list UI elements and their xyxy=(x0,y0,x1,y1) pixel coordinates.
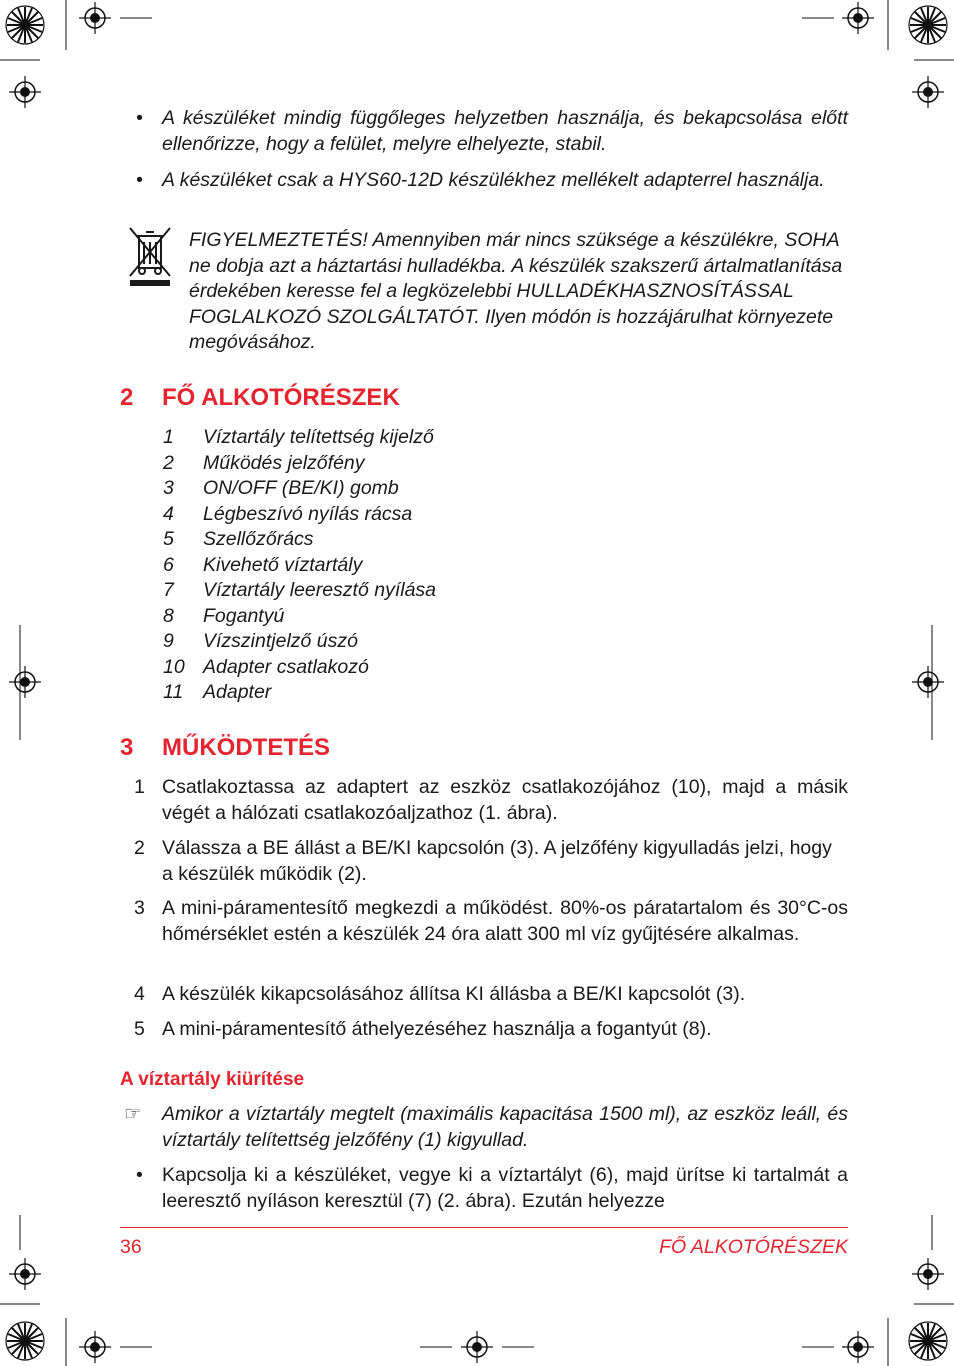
section-heading xyxy=(120,383,400,413)
bullet-text: Kapcsolja ki a készüléket, vegye ki a víztartályt (6), majd ürítse ki tartalmát a leeresztő nyíláson keresztül (7) (2. ábra). Ezután helyezze xyxy=(162,1164,848,1212)
bullet-symbol: • xyxy=(136,169,143,191)
bullet-text: A készüléket csak a HYS60-12D készülékhez mellékelt adapterrel használja. xyxy=(162,169,825,191)
list-item xyxy=(163,502,436,528)
bullet-symbol: • xyxy=(136,107,143,129)
part-label: ON/OFF (BE/KI) gomb xyxy=(203,477,399,499)
section-title: FŐ ALKOTÓRÉSZEK xyxy=(162,384,400,411)
part-number: 11 xyxy=(163,681,184,703)
step-text: Válassza a BE állást a BE/KI kapcsolón (3). A jelzőfény kigyulladás jelzi, hogy a készülék működik (2). xyxy=(162,837,832,885)
list-item xyxy=(163,451,436,477)
running-title: FŐ ALKOTÓRÉSZEK xyxy=(659,1236,848,1258)
star-target-top-right xyxy=(909,6,947,44)
note-item xyxy=(120,1102,848,1153)
section-heading xyxy=(120,733,330,763)
list-item xyxy=(163,553,436,579)
bullet-text: A készüléket mindig függőleges helyzetben használja, és bekapcsolása előtt ellenőrizze, hogy a felület, melyre elhelyezte, stabil. xyxy=(162,107,848,155)
crossed-out-wheelie-bin-icon xyxy=(128,226,172,293)
part-number: 8 xyxy=(163,604,174,627)
warning-text: FIGYELMEZTETÉS! Amennyiben már nincs szüksége a készülékre, SOHA ne dobja azt a háztartási hulladékba. A készülék szakszerű ártalmatlanítása érdekében keresse fel a legközelebbi HULLADÉKHASZNOSÍTÁSSAL FOGLALKOZÓ SZOLGÁLTATÓT. Ilyen módón is hozzájárulhat környezete megóvásához. xyxy=(189,229,843,353)
part-label: Működés jelzőfény xyxy=(203,451,365,474)
part-number: 9 xyxy=(163,630,174,652)
step-number: 3 xyxy=(134,897,145,919)
part-number: 10 xyxy=(163,655,185,678)
part-number: 5 xyxy=(163,528,174,550)
section-title: MŰKÖDTETÉS xyxy=(162,734,330,761)
part-label: Légbeszívó nyílás rácsa xyxy=(203,502,413,525)
part-label: Adapter xyxy=(203,681,272,703)
star-target-bottom-left xyxy=(6,1322,44,1360)
section-number: 2 xyxy=(120,384,134,411)
part-label: Fogantyú xyxy=(203,604,285,627)
list-item xyxy=(163,604,436,630)
part-label: Adapter csatlakozó xyxy=(203,655,369,678)
list-item xyxy=(120,775,848,826)
list-item xyxy=(120,106,848,157)
part-number: 2 xyxy=(163,451,174,474)
list-item xyxy=(163,425,436,451)
part-number: 7 xyxy=(163,579,174,601)
step-number: 5 xyxy=(134,1018,145,1040)
list-item xyxy=(120,982,848,1008)
bullet-symbol: • xyxy=(136,1164,143,1186)
list-item xyxy=(163,655,436,681)
step-text: A készülék kikapcsolásához állítsa KI állásba a BE/KI kapcsolót (3). xyxy=(162,983,746,1005)
pointing-hand-icon: ☞ xyxy=(124,1103,142,1125)
list-item xyxy=(163,476,436,502)
list-item xyxy=(163,578,436,604)
part-label: Víztartály telítettség kijelző xyxy=(203,426,434,448)
page-number: 36 xyxy=(120,1236,142,1258)
star-target-top-left xyxy=(6,6,44,44)
parts-list xyxy=(163,425,436,706)
note-text: Amikor a víztartály megtelt (maximális kapacitása 1500 ml), az eszköz leáll, és víztartály telítettség jelzőfény (1) kigyullad. xyxy=(162,1103,848,1151)
part-label: Szellőzőrács xyxy=(203,528,314,550)
part-number: 6 xyxy=(163,553,174,576)
part-number: 3 xyxy=(163,477,174,499)
list-item xyxy=(120,168,848,194)
list-item xyxy=(120,1163,848,1214)
step-number: 2 xyxy=(134,837,145,859)
list-item xyxy=(120,1017,848,1043)
step-number: 4 xyxy=(134,983,145,1005)
step-text: A mini-páramentesítő megkezdi a működést. 80%-os páratartalom és 30°C-os hőmérséklet estén a készülék 24 óra alatt 300 ml víz gyűjtésére alkalmas. xyxy=(162,897,848,945)
step-text: Csatlakoztassa az adaptert az eszköz csatlakozójához (10), majd a másik végét a hálózati csatlakozóaljzathoz (1. ábra). xyxy=(162,776,848,824)
part-label: Vízszintjelző úszó xyxy=(203,630,358,652)
part-label: Kivehető víztartály xyxy=(203,553,363,576)
list-item xyxy=(120,896,848,947)
list-item xyxy=(163,680,436,706)
list-item xyxy=(163,629,436,655)
step-number: 1 xyxy=(134,776,145,798)
subsection-heading: A víztartály kiürítése xyxy=(120,1069,305,1090)
section-number: 3 xyxy=(120,734,134,761)
star-target-bottom-right xyxy=(909,1322,947,1360)
part-label: Víztartály leeresztő nyílása xyxy=(203,579,437,601)
part-number: 4 xyxy=(163,502,174,525)
part-number: 1 xyxy=(163,426,174,448)
step-text: A mini-páramentesítő áthelyezéséhez használja a fogantyút (8). xyxy=(162,1018,712,1040)
list-item xyxy=(120,836,848,887)
footer-rule xyxy=(120,1227,848,1228)
list-item xyxy=(163,527,436,553)
